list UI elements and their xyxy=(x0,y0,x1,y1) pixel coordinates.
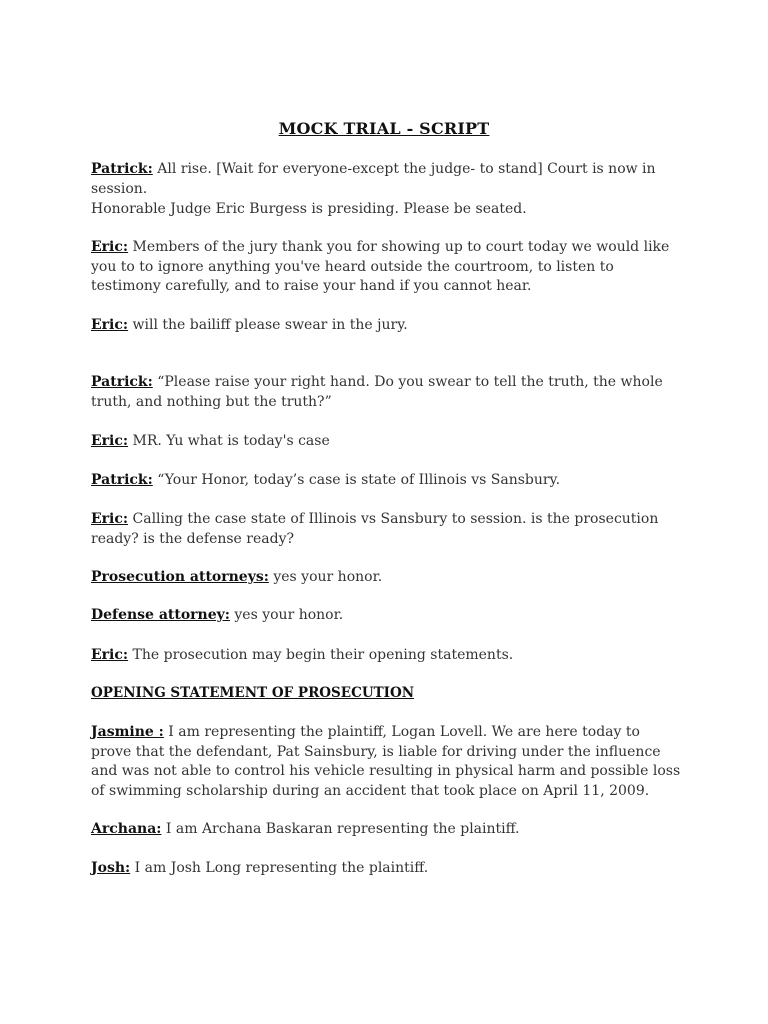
speaker-name: Patrick: xyxy=(91,161,153,177)
script-line xyxy=(91,820,681,840)
script-line xyxy=(91,510,681,549)
speaker-name: Eric: xyxy=(91,317,129,333)
line-text: All rise. [Wait for everyone-except the judge- to stand] Court is now in session. xyxy=(91,161,656,197)
document-title: MOCK TRIAL - SCRIPT xyxy=(278,119,490,138)
line-text: yes your honor. xyxy=(229,607,344,623)
script-line xyxy=(91,471,681,491)
script-line xyxy=(91,568,681,588)
line-text: I am Josh Long representing the plaintiff. xyxy=(130,860,429,876)
speaker-name: Eric: xyxy=(91,433,129,449)
speaker-name: Defense attorney: xyxy=(91,607,230,623)
speaker-name: Prosecution attorneys: xyxy=(91,569,269,585)
speaker-name: Eric: xyxy=(91,511,129,527)
script-line xyxy=(91,646,681,666)
line-text: Members of the jury thank you for showing up to court today we would like you to to ignore anything you've heard outside the courtroom, to listen to testimony carefully, and to raise your hand if you cannot hear. xyxy=(91,239,670,294)
speaker-name: Josh: xyxy=(91,860,131,876)
script-line xyxy=(91,723,681,801)
line-text: I am representing the plaintiff, Logan Lovell. We are here today to prove that the defendant, Pat Sainsbury, is liable for driving under the influence and was not able to control his vehicle resulting in physical harm and possible loss of swimming scholarship during an accident that took place on April 11, 2009. xyxy=(91,724,681,799)
speaker-name: Patrick: xyxy=(91,472,153,488)
section-heading: OPENING STATEMENT OF PROSECUTION xyxy=(91,685,415,701)
script-line xyxy=(91,432,681,452)
speaker-name: Archana: xyxy=(91,821,162,837)
script-line xyxy=(91,373,681,412)
line-text: will the bailiff please swear in the jury. xyxy=(128,317,408,333)
line-text: MR. Yu what is today's case xyxy=(128,433,330,449)
speaker-name: Patrick: xyxy=(91,374,153,390)
line-text: “Your Honor, today’s case is state of Illinois vs Sansbury. xyxy=(152,472,561,488)
script-line xyxy=(91,238,681,297)
script-line xyxy=(91,200,681,220)
speaker-name: Eric: xyxy=(91,647,129,663)
script-line xyxy=(91,859,681,879)
line-text: “Please raise your right hand. Do you swear to tell the truth, the whole truth, and nothing but the truth?” xyxy=(91,374,663,410)
line-text: Calling the case state of Illinois vs Sansbury to session. is the prosecution ready? is the defense ready? xyxy=(91,511,659,547)
speaker-name: Jasmine : xyxy=(91,724,164,740)
script-line xyxy=(91,606,681,626)
line-text: yes your honor. xyxy=(268,569,383,585)
script-line xyxy=(91,160,681,199)
line-text: I am Archana Baskaran representing the plaintiff. xyxy=(161,821,520,837)
line-text: The prosecution may begin their opening statements. xyxy=(128,647,514,663)
speaker-name: Eric: xyxy=(91,239,129,255)
line-text: Honorable Judge Eric Burgess is presiding. Please be seated. xyxy=(91,201,527,217)
script-line xyxy=(91,316,681,336)
